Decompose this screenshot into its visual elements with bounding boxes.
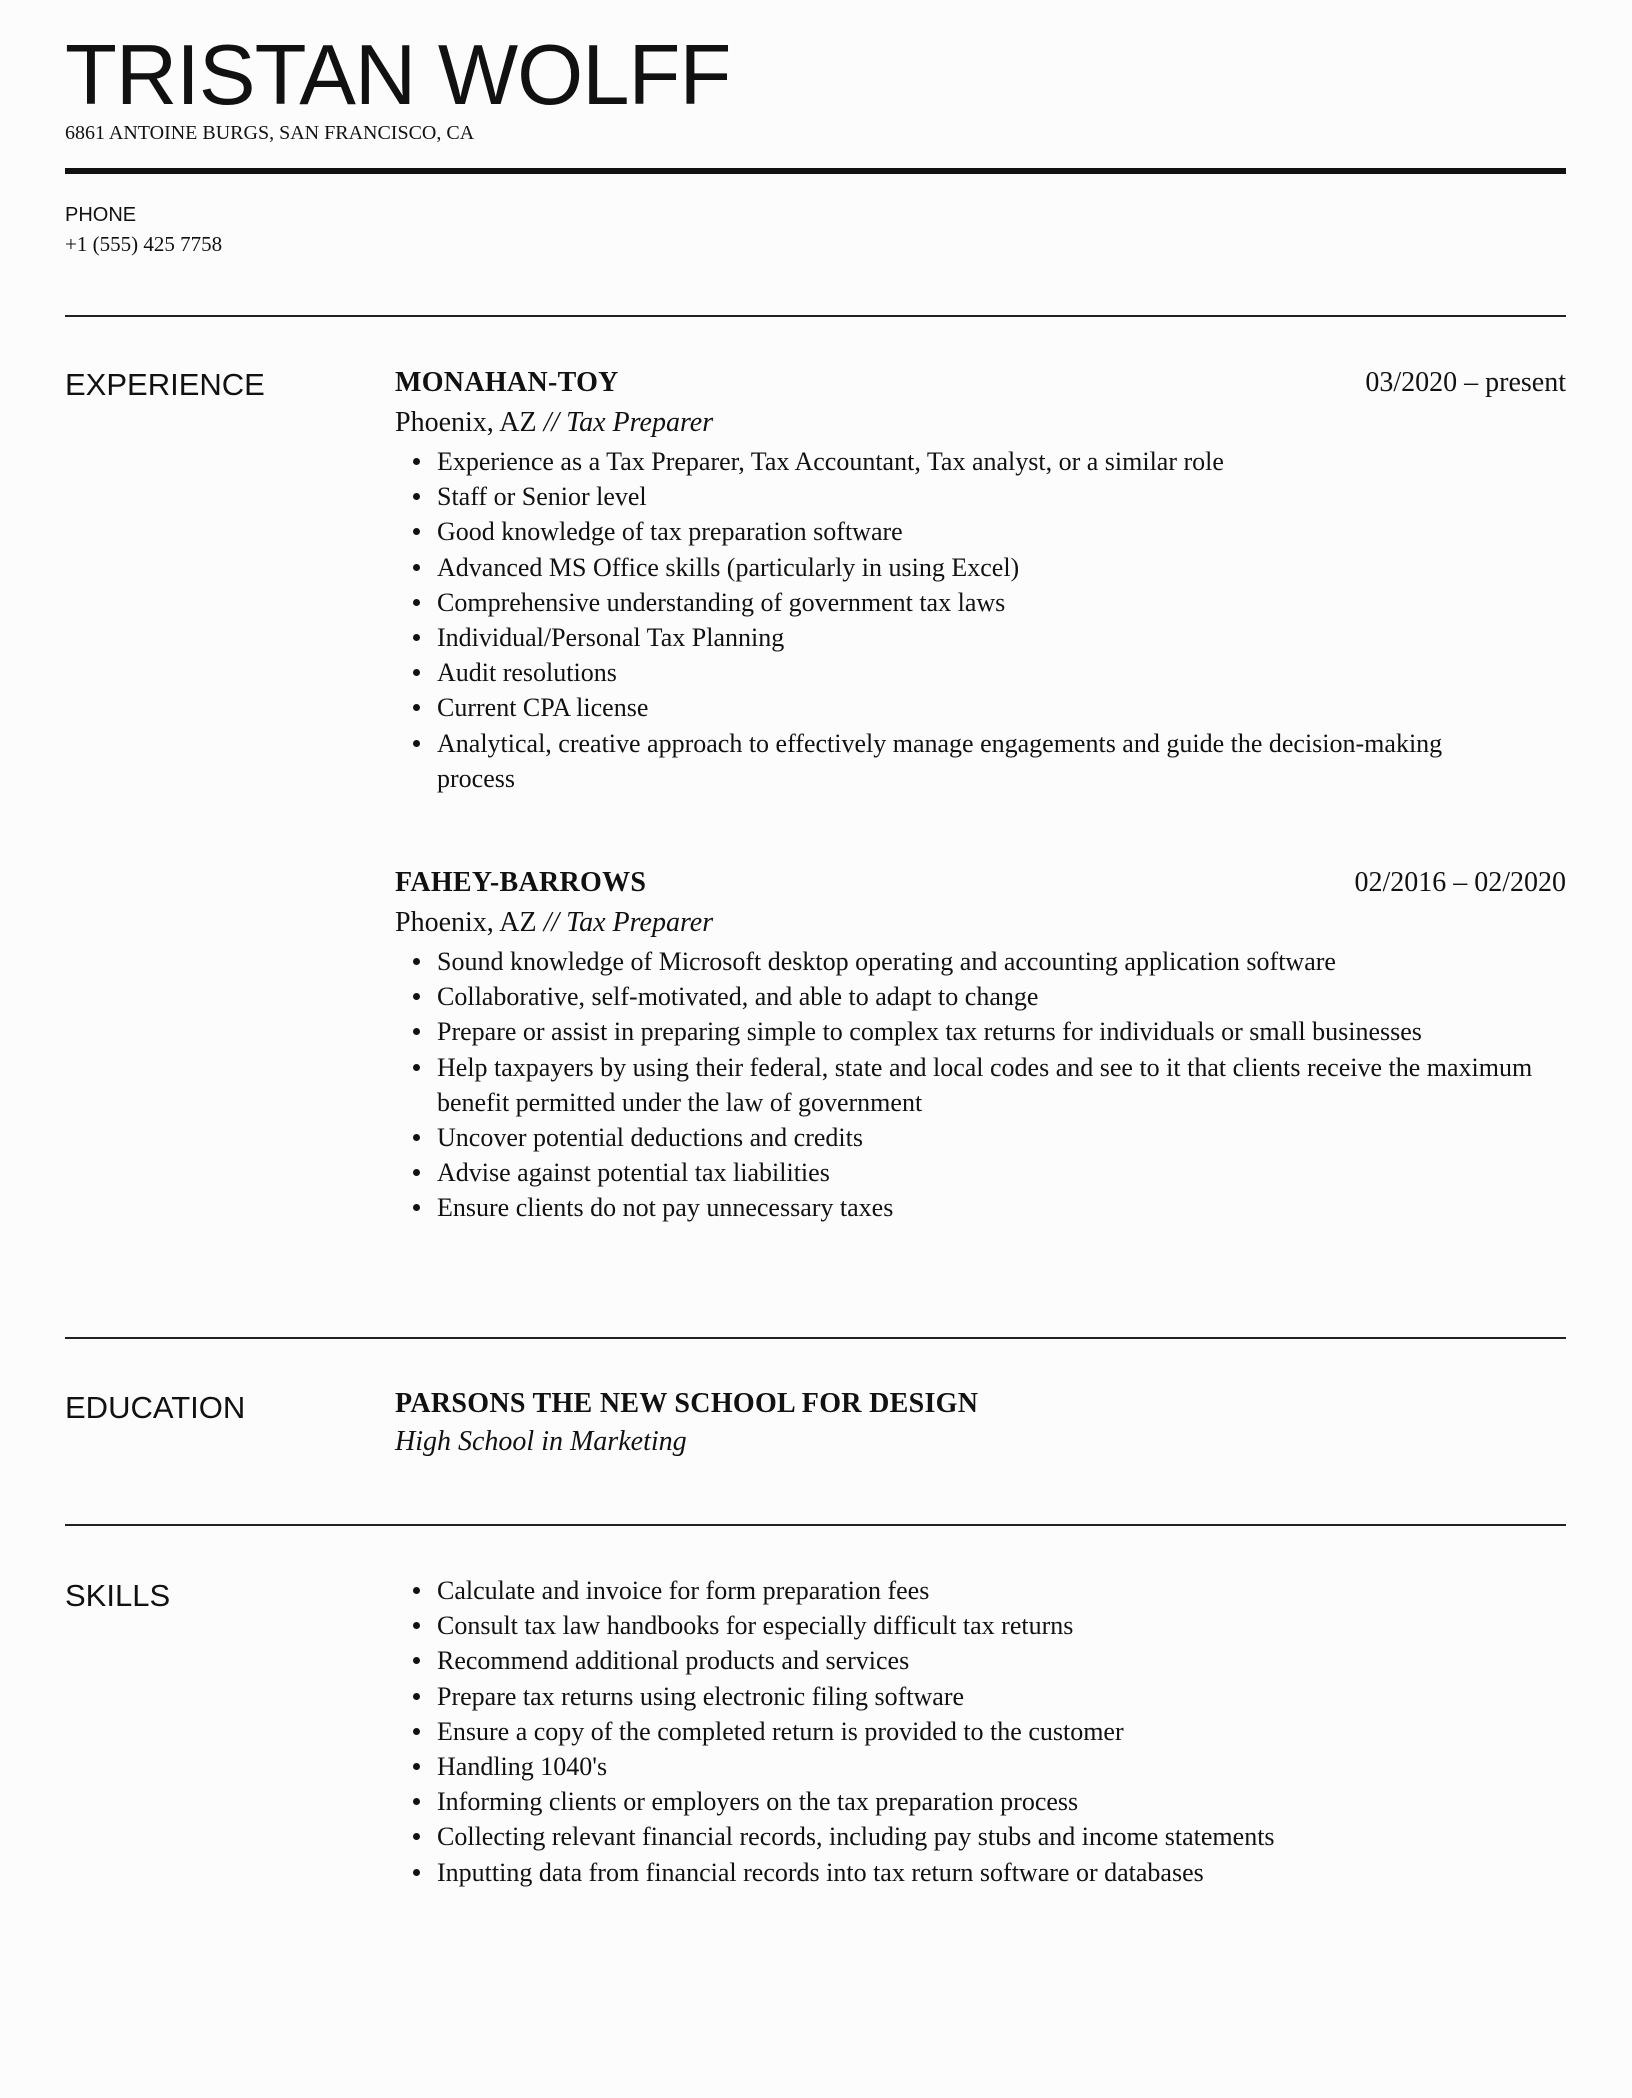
list-item: Analytical, creative approach to effectively manage engagements and guide the decision-making process bbox=[437, 726, 1566, 796]
company-name: FAHEY-BARROWS bbox=[395, 867, 647, 898]
role-separator: // bbox=[536, 407, 567, 438]
experience-heading: EXPERIENCE bbox=[65, 367, 265, 402]
section-divider bbox=[65, 1337, 1566, 1339]
school-name: PARSONS THE NEW SCHOOL FOR DESIGN bbox=[395, 1388, 979, 1419]
company-name: MONAHAN-TOY bbox=[395, 367, 619, 398]
list-item: Advanced MS Office skills (particularly in using Excel) bbox=[437, 550, 1566, 585]
skills-list-container bbox=[395, 1573, 1566, 1890]
phone-label: PHONE bbox=[65, 204, 137, 226]
list-item: Uncover potential deductions and credits bbox=[437, 1120, 1566, 1155]
role-separator: // bbox=[536, 907, 567, 938]
list-item: Calculate and invoice for form preparation fees bbox=[437, 1573, 1566, 1608]
list-item: Experience as a Tax Preparer, Tax Accountant, Tax analyst, or a similar role bbox=[437, 444, 1566, 479]
education-entry bbox=[395, 1385, 1566, 1461]
list-item: Help taxpayers by using their federal, state and local codes and see to it that clients receive the maximum benefit permitted under the law of government bbox=[437, 1050, 1566, 1120]
list-item: Prepare tax returns using electronic filing software bbox=[437, 1679, 1566, 1714]
list-item: Collecting relevant financial records, including pay stubs and income statements bbox=[437, 1819, 1566, 1854]
job-location-role bbox=[395, 904, 1566, 942]
list-item: Staff or Senior level bbox=[437, 479, 1566, 514]
education-heading: EDUCATION bbox=[65, 1390, 246, 1425]
skills-heading: SKILLS bbox=[65, 1578, 171, 1613]
list-item: Individual/Personal Tax Planning bbox=[437, 620, 1566, 655]
skills-list bbox=[395, 1573, 1566, 1890]
phone-number: +1 (555) 425 7758 bbox=[65, 232, 223, 256]
header-divider bbox=[65, 168, 1566, 174]
list-item: Current CPA license bbox=[437, 690, 1566, 725]
job-dates: 02/2016 – 02/2020 bbox=[1354, 867, 1566, 898]
list-item: Comprehensive understanding of government tax laws bbox=[437, 585, 1566, 620]
list-item: Recommend additional products and services bbox=[437, 1643, 1566, 1678]
list-item: Ensure clients do not pay unnecessary taxes bbox=[437, 1190, 1566, 1225]
candidate-address: 6861 ANTOINE BURGS, SAN FRANCISCO, CA bbox=[65, 122, 475, 144]
section-divider bbox=[65, 315, 1566, 317]
section-divider bbox=[65, 1524, 1566, 1526]
job-location-role bbox=[395, 404, 1566, 442]
job-entry-2 bbox=[395, 864, 1566, 1226]
list-item: Sound knowledge of Microsoft desktop operating and accounting application software bbox=[437, 944, 1566, 979]
list-item: Good knowledge of tax preparation software bbox=[437, 514, 1566, 549]
list-item: Informing clients or employers on the tax preparation process bbox=[437, 1784, 1566, 1819]
list-item: Collaborative, self-motivated, and able to adapt to change bbox=[437, 979, 1566, 1014]
job-bullets bbox=[395, 944, 1566, 1226]
list-item: Prepare or assist in preparing simple to complex tax returns for individuals or small businesses bbox=[437, 1014, 1566, 1049]
job-role: Tax Preparer bbox=[566, 407, 714, 438]
list-item: Advise against potential tax liabilities bbox=[437, 1155, 1566, 1190]
degree: High School in Marketing bbox=[395, 1426, 687, 1457]
job-entry-1 bbox=[395, 364, 1566, 796]
list-item: Ensure a copy of the completed return is provided to the customer bbox=[437, 1714, 1566, 1749]
list-item: Inputting data from financial records into tax return software or databases bbox=[437, 1855, 1566, 1890]
job-role: Tax Preparer bbox=[566, 907, 714, 938]
job-location: Phoenix, AZ bbox=[395, 407, 537, 438]
job-bullets bbox=[395, 444, 1566, 796]
candidate-name: TRISTAN WOLFF bbox=[65, 28, 731, 123]
list-item: Handling 1040's bbox=[437, 1749, 1566, 1784]
list-item: Consult tax law handbooks for especially difficult tax returns bbox=[437, 1608, 1566, 1643]
job-dates: 03/2020 – present bbox=[1365, 367, 1566, 398]
job-location: Phoenix, AZ bbox=[395, 907, 537, 938]
list-item: Audit resolutions bbox=[437, 655, 1566, 690]
